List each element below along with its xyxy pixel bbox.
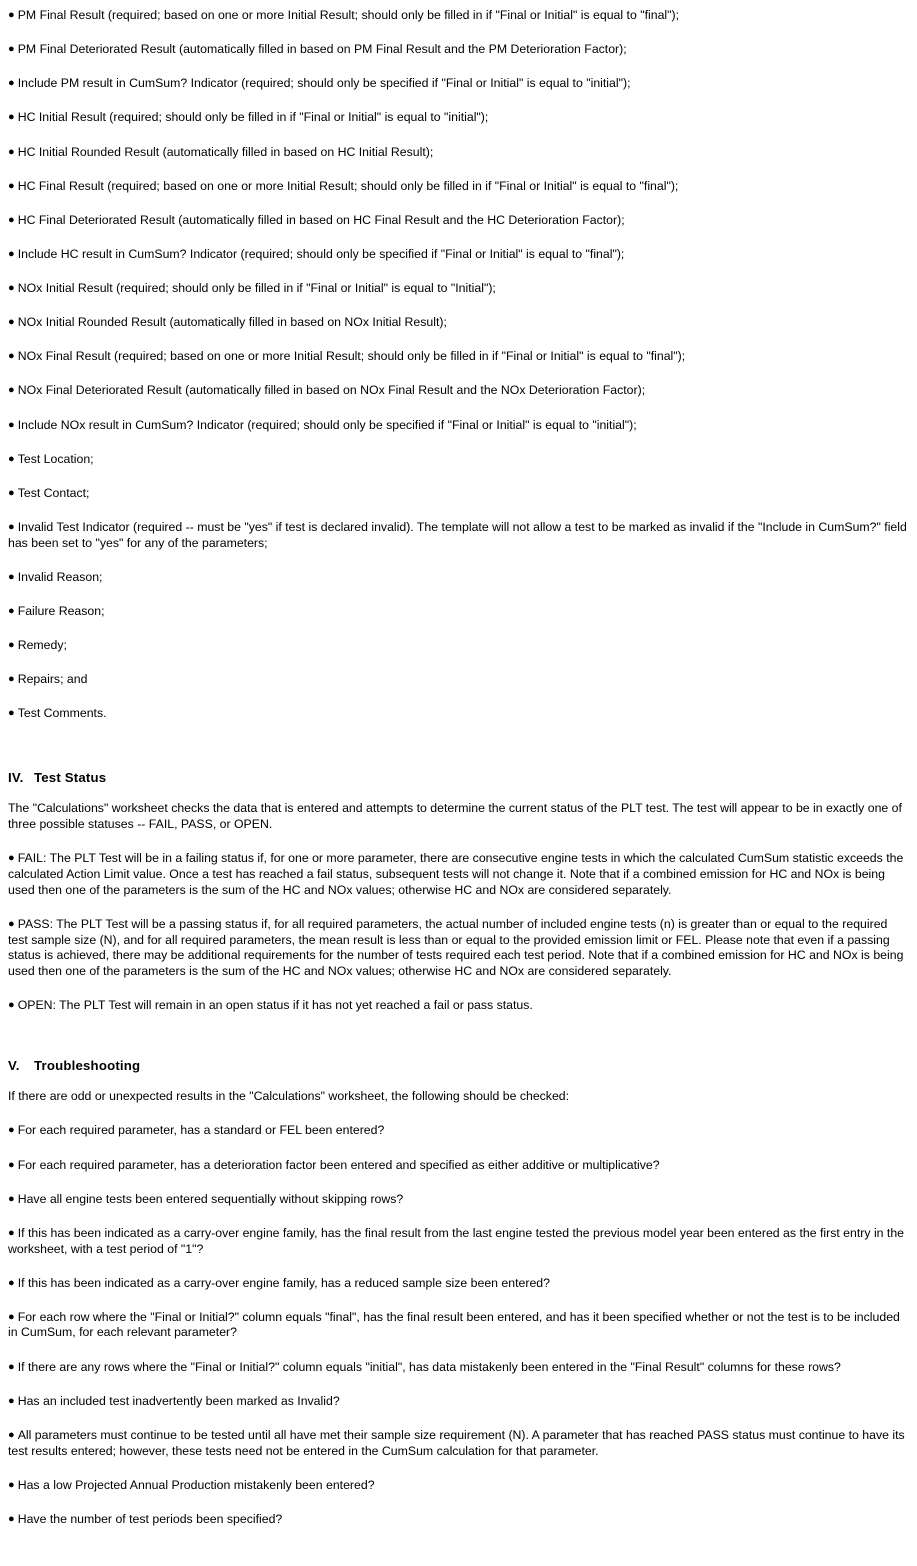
bullet-item [8,213,907,229]
bullet-item [8,1158,907,1174]
bullet-text: Test Location; [17,451,94,466]
bullet-dot-icon: ● [8,213,18,226]
bullet-dot-icon: ● [8,707,18,720]
section-title: Test Status [34,770,107,786]
bullet-dot-icon: ● [8,1428,18,1441]
bullet-dot-icon: ● [8,1394,18,1407]
bullet-text: NOx Initial Rounded Result (automatically filled in based on NOx Initial Result); [17,315,447,330]
bullet-text: NOx Initial Result (required; should only be filled in if "Final or Initial" is equal to "Initial"); [17,281,496,295]
bullet-item [8,315,907,331]
bullet-dot-icon: ● [8,999,18,1012]
bullet-dot-icon: ● [8,1158,18,1171]
bullet-text: FAIL: The PLT Test will be in a failing status if, for one or more parameter, there are consecutive engine tests in which the calculated CumSum statistic exceeds the calculated Action Limit value. Once a test has reached a fail status, subsequent tests will not change it. Note that if a combined emission for HC and NOx is being used then one of the parameters is the sum of the HC and NOx values; otherwise HC and NOx are considered separately. [8,851,904,897]
section-heading-test-status [8,770,907,787]
bullet-item [8,998,907,1014]
bullet-dot-icon: ● [8,418,18,431]
bullet-item [8,1478,907,1494]
section-troubleshooting [8,1058,907,1527]
bullet-dot-icon: ● [8,452,18,465]
bullet-text: For each row where the "Final or Initial?" column equals "final", has the final result been entered, and has it been specified whether or not the test is to be included in CumSum, for each relevant parameter? [8,1309,900,1340]
bullet-item [8,1428,907,1459]
bullet-dot-icon: ● [8,1226,18,1239]
bullet-text: OPEN: The PLT Test will remain in an open status if it has not yet reached a fail or pass status. [17,998,533,1013]
bullet-dot-icon: ● [8,247,18,260]
bullet-dot-icon: ● [8,570,18,583]
bullet-dot-icon: ● [8,9,18,21]
bullet-text: Include HC result in CumSum? Indicator (required; should only be specified if "Final or Initial" is equal to "final"); [17,246,625,261]
bullet-text: Remedy; [17,637,67,652]
bullet-item [8,452,907,468]
bullet-text: If there are any rows where the "Final or Initial?" column equals "initial", has data mistakenly been entered in the "Final Result" columns for these rows? [17,1359,841,1374]
bullet-text: Test Contact; [17,485,90,500]
bullet-dot-icon: ● [8,1360,18,1373]
bullet-text: Test Comments. [17,706,107,721]
bullet-item [8,1226,907,1257]
bullet-item [8,281,907,297]
bullet-item [8,672,907,688]
bullet-text: Repairs; and [17,672,88,687]
bullet-dot-icon: ● [8,1276,18,1289]
bullet-item [8,349,907,365]
bullet-item [8,383,907,399]
section-spacer-2 [8,1032,907,1058]
bullet-item [8,179,907,195]
bullet-dot-icon: ● [8,486,18,499]
bullet-text: Has a low Projected Annual Production mistakenly been entered? [17,1477,375,1492]
bullet-dot-icon: ● [8,145,18,158]
bullet-item [8,42,907,58]
bullet-text: Have all engine tests been entered sequentially without skipping rows? [17,1191,404,1206]
section-bullet-list [8,1123,907,1527]
bullet-dot-icon: ● [8,1124,18,1137]
bullet-item [8,706,907,722]
bullet-text: HC Initial Result (required; should only be filled in if "Final or Initial" is equal to "initial"); [17,110,489,125]
bullet-text: If this has been indicated as a carry-over engine family, has a reduced sample size been entered? [17,1275,550,1290]
bullet-item [8,1276,907,1292]
bullet-dot-icon: ● [8,1192,18,1205]
section-intro-paragraph: The "Calculations" worksheet checks the data that is entered and attempts to determine the current status of the PLT test. The test will appear to be in exactly one of three possible statuses -- FAIL, PASS, or OPEN. [8,801,902,831]
bullet-dot-icon: ● [8,673,18,686]
bullet-text: NOx Final Deteriorated Result (automatically filled in based on NOx Final Result and the NOx Deterioration Factor); [17,383,646,398]
bullet-dot-icon: ● [8,852,18,865]
bullet-item [8,76,907,92]
bullet-item [8,1512,907,1528]
bullet-item [8,1360,907,1376]
bullet-text: Invalid Test Indicator (required -- must be "yes" if test is declared invalid). The template will not allow a test to be marked as invalid if the "Include in CumSum?" field has been set to "yes" for any of the parameters; [8,519,907,550]
bullet-item [8,520,907,551]
bullet-text: HC Initial Rounded Result (automatically filled in based on HC Initial Result); [17,144,434,159]
bullet-dot-icon: ● [8,1512,18,1525]
bullet-text: PASS: The PLT Test will be a passing status if, for all required parameters, the actual number of included engine tests (n) is greater than or equal to the required test sample size (N), and for all required parameters, the mean result is less than or equal to the provided emission limit or FEL. Please note that even if a passing status is achieved, there may be additional requirements for the number of tests required each test period. Note that if a combined emission for HC and NOx is being used then one of the parameters is the sum of the HC and NOx values; otherwise HC and NOx are considered separately. [8,916,904,979]
section-title: Troubleshooting [34,1058,141,1074]
section-number: V. [8,1058,20,1074]
bullet-item [8,8,907,24]
bullet-text: PM Final Result (required; based on one or more Initial Result; should only be filled in if "Final or Initial" is equal to "final"); [17,8,680,22]
bullet-dot-icon: ● [8,638,18,651]
bullet-dot-icon: ● [8,77,18,90]
bullet-item [8,486,907,502]
bullet-dot-icon: ● [8,520,18,533]
bullet-dot-icon: ● [8,179,18,192]
top-bullet-list [8,8,907,722]
section-intro-paragraph: If there are odd or unexpected results in the "Calculations" worksheet, the following should be checked: [8,1089,570,1104]
bullet-dot-icon: ● [8,604,18,617]
bullet-text: Invalid Reason; [17,569,103,584]
bullet-item [8,145,907,161]
bullet-dot-icon: ● [8,917,18,930]
bullet-text: Has an included test inadvertently been marked as Invalid? [17,1393,340,1408]
bullet-text: Include NOx result in CumSum? Indicator (required; should only be specified if "Final or Initial" is equal to "initial"); [17,417,637,432]
bullet-text: Failure Reason; [17,603,105,618]
bullet-text: HC Final Result (required; based on one or more Initial Result; should only be filled in if "Final or Initial" is equal to "final"); [17,178,679,193]
bullet-text: All parameters must continue to be tested until all have met their sample size requirement (N). A parameter that has reached PASS status must continue to have its test results entered; however, these tests need not be entered in the CumSum calculation for that parameter. [8,1427,905,1458]
section-spacer [8,740,907,770]
bullet-text: HC Final Deteriorated Result (automatically filled in based on HC Final Result and the HC Deterioration Factor); [17,212,625,227]
bullet-item [8,570,907,586]
bullet-dot-icon: ● [8,316,18,329]
section-heading-troubleshooting [8,1058,907,1075]
bullet-dot-icon: ● [8,111,18,124]
bullet-item [8,851,907,898]
bullet-item [8,1123,907,1139]
bullet-item [8,1192,907,1208]
bullet-item [8,247,907,263]
bullet-item [8,604,907,620]
bullet-item [8,638,907,654]
bullet-text: For each required parameter, has a standard or FEL been entered? [17,1123,385,1138]
section-number: IV. [8,770,24,786]
bullet-dot-icon: ● [8,43,18,56]
bullet-dot-icon: ● [8,282,18,294]
bullet-text: If this has been indicated as a carry-over engine family, has the final result from the last engine tested the previous model year been entered as the first entry in the worksheet, with a test period of "1"? [8,1225,905,1256]
bullet-item [8,1310,907,1341]
bullet-text: For each required parameter, has a deterioration factor been entered and specified as either additive or multiplicative? [17,1157,660,1172]
bullet-item [8,917,907,980]
section-bullet-list [8,851,907,1014]
bullet-text: NOx Final Result (required; based on one or more Initial Result; should only be filled in if "Final or Initial" is equal to "final"); [17,349,686,364]
bullet-dot-icon: ● [8,1310,18,1323]
bullet-item [8,1394,907,1410]
bullet-dot-icon: ● [8,350,18,363]
bullet-dot-icon: ● [8,1478,18,1491]
bullet-text: Have the number of test periods been specified? [17,1511,283,1526]
bullet-dot-icon: ● [8,384,18,397]
bullet-text: Include PM result in CumSum? Indicator (required; should only be specified if "Final or Initial" is equal to "initial"); [17,76,631,91]
bullet-text: PM Final Deteriorated Result (automatically filled in based on PM Final Result and the PM Deterioration Factor); [17,42,627,57]
section-test-status [8,770,907,1014]
bullet-item [8,110,907,126]
bullet-item [8,418,907,434]
